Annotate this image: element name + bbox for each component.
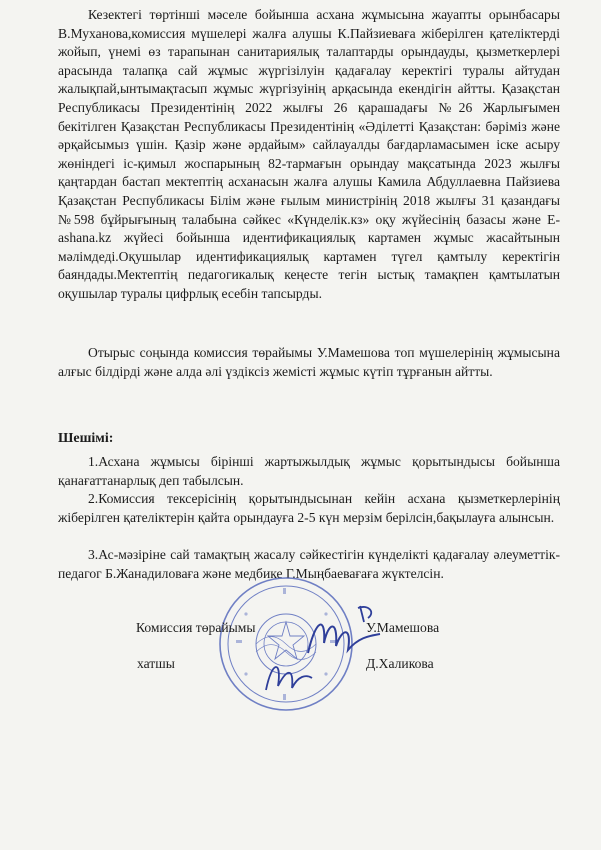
secretary-signature	[258, 650, 318, 700]
body-paragraph-2: Отырыс соңында комиссия төрайымы У.Мамешова топ мүшелерінің жұмысына алғыс білдірді және алда әлі үздіксіз жемісті жұмыс күтіп тұрғанын айтты.	[58, 345, 560, 379]
decision-heading: Шешімі:	[58, 431, 114, 446]
secretary-label: хатшы	[137, 656, 175, 671]
body-paragraph-1: Кезектегі төртінші мәселе бойынша асхана жұмысына жауапты орынбасары В.Муханова,комиссия мүшелері жалға алушы К.Пайзиеваға жіберілген қателіктерді жойып, үнемі өз тарапынан санитариялық талаптарды орындауды, қызметкерлері арасында талапқа сай жұмыс жүргізілуін қадағалау керектігі туралы айтудан жалықпай,ынтымақтасып жұмыс жүргізуінің арқасында екендігін айтты. Қазақстан Республикасы Президентінің 2022 жылғы 26 қарашадағы №26 Жарлығымен бекітілген Қазақстан Республикасы Президентінің «Әділетті Қазақстан: бәріміз және әрқайсымыз үшін. Қазір және әрдайым» сайлауалды бағдарламасымен іске асыру жөніндегі іс-қимыл жоспарының 82-тармағын орындау мақсатында 2023 жылғы қаңтардан бастап мектептің асханасын жалға алушы Камила Абдуллаевна Пайзиева Қазақстан Республикасы Білім және ғылым министрінің 2018 жылғы 31 қазандағы №598 бұйрығының талабына сәйкес «Күнделік.кз» оқу жүйесінің базасы және E-ashana.kz жүйесі бойынша идентификациялық картамен жұмыс жасайтынын мәлімдеді.Оқушылар идентификациялық картамен түгел қамтылу керектігін баяндады.Мектептің педагогикалық кеңесте тегін ыстық тамақпен қамтылатын оқушылар туралы цифрлық есебін тапсырды.	[58, 7, 560, 301]
secretary-name: Д.Халикова	[366, 656, 434, 671]
decision-item-3: 3.Ас-мәзіріне сай тамақтың жасалу сәйкестігін күнделікті қадағалау әлеуметтік-педагог Б.Жанадиловаға және медбике Г.Мыңбаевағаға жүктелсін.	[58, 547, 560, 581]
decision-item-2: 2.Комиссия тексерісінің қорытындысынан кейін асхана қызметкерлерінің жіберілген қателіктерін қайта орындауға 2-5 күн мерзім берілсін,бақылауға алынсын.	[58, 491, 560, 525]
chair-name: У.Мамешова	[366, 620, 440, 635]
decision-item-1: 1.Асхана жұмысы бірінші жартыжылдық жұмыс қорытындысы бойынша қанағаттанарлық деп табылсын.	[58, 454, 560, 488]
chair-label: Комиссия төрайымы	[136, 620, 256, 635]
